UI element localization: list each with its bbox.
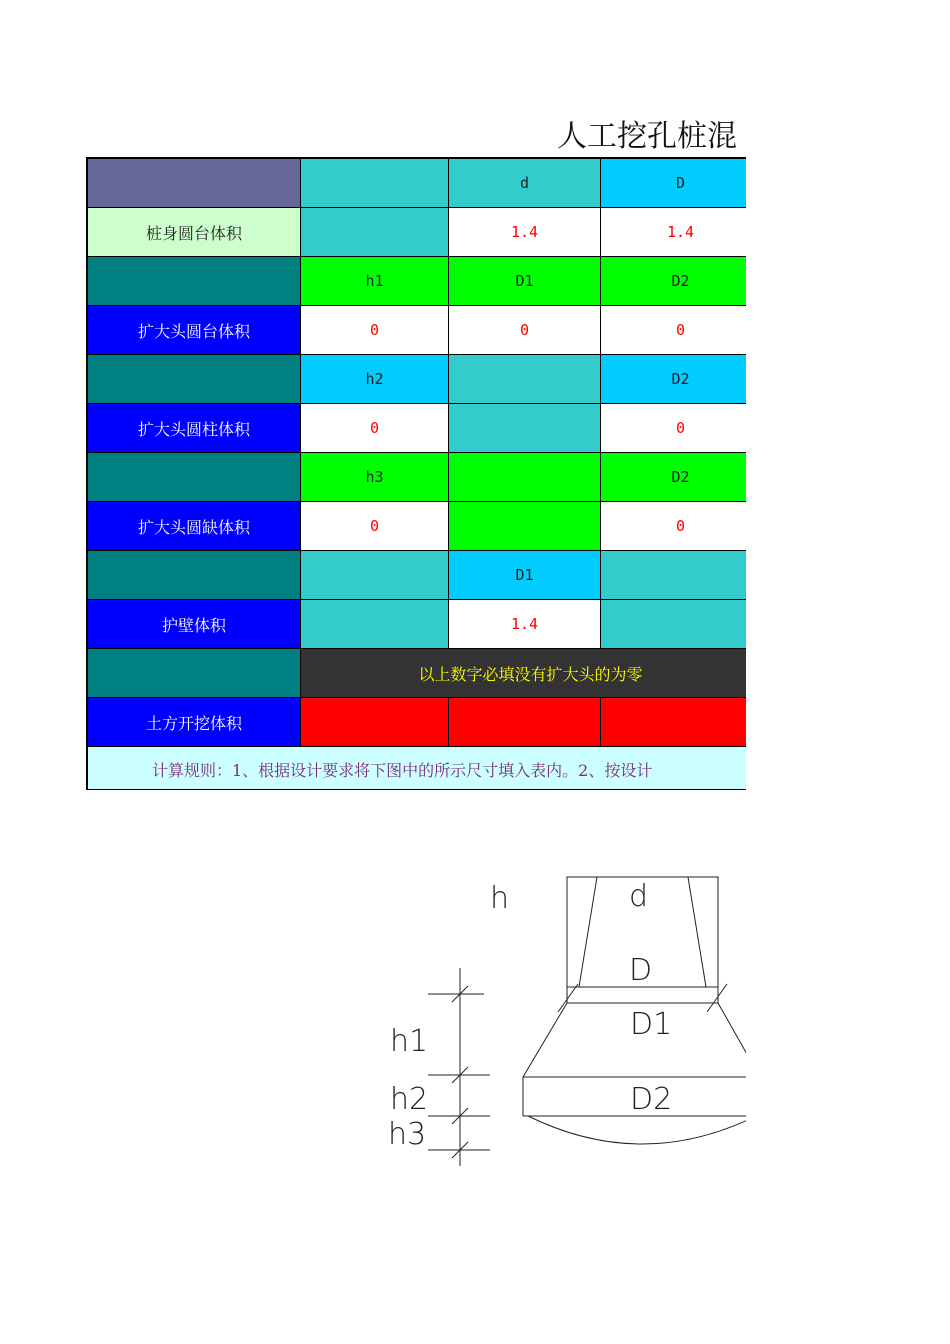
label-d: d (629, 879, 649, 914)
header-D1[interactable]: D1 (449, 551, 601, 600)
table-row (88, 306, 746, 355)
value-cell[interactable] (301, 600, 449, 649)
row-label-retaining-wall[interactable]: 护壁体积 (88, 600, 301, 649)
label-D1: D1 (630, 1007, 673, 1042)
pile-diagram-svg (380, 866, 746, 1182)
header-D[interactable]: D (601, 159, 746, 208)
label-h: h (490, 881, 510, 916)
value-D2[interactable]: 0 (601, 404, 746, 453)
value-D1[interactable]: 0 (449, 306, 601, 355)
row-label-frustum[interactable]: 扩大头圆台体积 (88, 306, 301, 355)
pile-diagram (380, 866, 746, 1182)
value-d[interactable]: 1.4 (449, 208, 601, 257)
header-h3[interactable]: h3 (301, 453, 449, 502)
table-row (88, 159, 746, 208)
label-h2: h2 (390, 1082, 429, 1117)
header-D2[interactable]: D2 (601, 355, 746, 404)
value-D2[interactable]: 0 (601, 306, 746, 355)
bell-side-left (523, 1003, 567, 1077)
header-D2[interactable]: D2 (601, 453, 746, 502)
label-cell[interactable] (88, 551, 301, 600)
pile-taper-left (579, 877, 597, 987)
header-h1[interactable]: h1 (301, 257, 449, 306)
table-row (88, 355, 746, 404)
value-D[interactable]: 1.4 (601, 208, 746, 257)
value-h1[interactable]: 0 (301, 306, 449, 355)
label-D: D (629, 953, 653, 988)
collar-tick-right (707, 984, 727, 1012)
label-cell[interactable] (88, 649, 301, 698)
result-cell[interactable] (449, 698, 601, 747)
row-label-cylinder[interactable]: 扩大头圆柱体积 (88, 404, 301, 453)
calculation-rule: 计算规则：1、根据设计要求将下图中的所示尺寸填入表内。2、按设计 (88, 747, 746, 790)
header-h2[interactable]: h2 (301, 355, 449, 404)
table-row (88, 649, 746, 698)
page-title: 人工挖孔桩混 (557, 119, 737, 154)
header-cell[interactable] (449, 355, 601, 404)
label-h1: h1 (390, 1024, 429, 1059)
table-row (88, 404, 746, 453)
header-D1[interactable]: D1 (449, 257, 601, 306)
collar-tick-left (558, 984, 578, 1012)
bell-segment-arc (528, 1116, 746, 1144)
header-cell[interactable] (301, 551, 449, 600)
value-cell[interactable] (449, 502, 601, 551)
value-h3[interactable]: 0 (301, 502, 449, 551)
table-row (88, 257, 746, 306)
header-D2[interactable]: D2 (601, 257, 746, 306)
collar-band (567, 987, 718, 1003)
header-cell[interactable] (601, 551, 746, 600)
value-h2[interactable]: 0 (301, 404, 449, 453)
label-cell[interactable] (88, 355, 301, 404)
table-row (88, 208, 746, 257)
calculation-sheet (86, 157, 746, 790)
value-D2[interactable]: 0 (601, 502, 746, 551)
value-D1[interactable]: 1.4 (449, 600, 601, 649)
table-row (88, 502, 746, 551)
table-row (88, 551, 746, 600)
label-cell[interactable] (88, 453, 301, 502)
header-cell[interactable] (449, 453, 601, 502)
note-cell[interactable]: 以上数字必填没有扩大头的为零 (301, 649, 746, 698)
table-row (88, 453, 746, 502)
label-h3: h3 (388, 1117, 427, 1152)
value-cell[interactable] (449, 404, 601, 453)
table-row (88, 698, 746, 747)
result-cell[interactable] (301, 698, 449, 747)
header-cell[interactable] (301, 159, 449, 208)
bell-side-right (718, 1003, 746, 1063)
table-row (88, 600, 746, 649)
row-label-segment[interactable]: 扩大头圆缺体积 (88, 502, 301, 551)
corner-cell[interactable] (88, 159, 301, 208)
label-cell[interactable] (88, 257, 301, 306)
value-cell[interactable] (301, 208, 449, 257)
value-cell[interactable] (601, 600, 746, 649)
row-label-pile-body[interactable]: 桩身圆台体积 (88, 208, 301, 257)
result-cell[interactable] (601, 698, 746, 747)
label-D2: D2 (630, 1082, 673, 1117)
row-label-excavation[interactable]: 土方开挖体积 (88, 698, 301, 747)
pile-taper-right (688, 877, 706, 987)
header-d[interactable]: d (449, 159, 601, 208)
